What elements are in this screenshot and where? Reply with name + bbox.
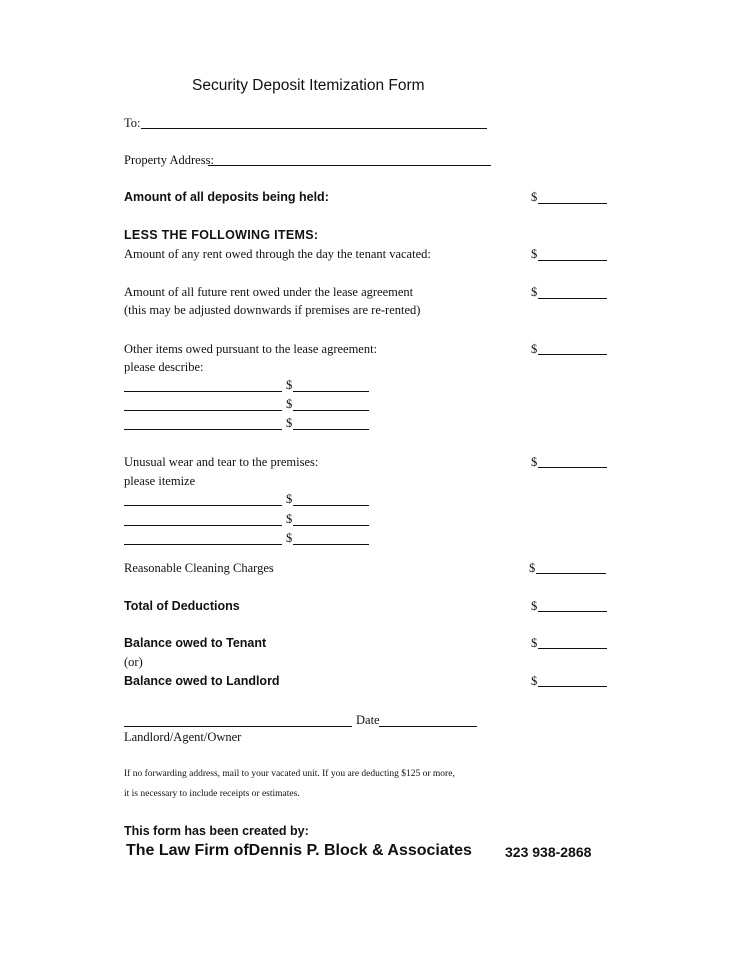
itemize-amount-1[interactable]	[293, 505, 369, 506]
itemize-dollar-2: $	[286, 512, 293, 526]
form-title: Security Deposit Itemization Form	[192, 77, 425, 94]
balance-tenant-dollar: $	[531, 636, 538, 650]
note-line-1: If no forwarding address, mail to your vacated unit. If you are deducting $125 or more,	[124, 769, 455, 779]
role-label: Landlord/Agent/Owner	[124, 730, 242, 744]
deposits-held-dollar: $	[531, 190, 538, 204]
cleaning-label: Reasonable Cleaning Charges	[124, 561, 274, 575]
cleaning-field[interactable]	[536, 573, 606, 574]
future-rent-dollar: $	[531, 285, 538, 299]
wear-tear-label: Unusual wear and tear to the premises:	[124, 455, 319, 469]
note-line-2: it is necessary to include receipts or estimates.	[124, 789, 300, 799]
please-itemize-label: please itemize	[124, 474, 196, 488]
future-rent-note: (this may be adjusted downwards if premises are re-rented)	[124, 303, 421, 317]
describe-amount-1[interactable]	[293, 391, 369, 392]
or-label: (or)	[124, 655, 143, 669]
itemize-line-1[interactable]	[124, 505, 282, 506]
total-dollar: $	[531, 599, 538, 613]
other-items-label: Other items owed pursuant to the lease agreement:	[124, 342, 378, 356]
other-items-dollar: $	[531, 342, 538, 356]
to-label: To:	[124, 116, 141, 130]
other-items-field[interactable]	[538, 354, 607, 355]
itemize-line-2[interactable]	[124, 525, 282, 526]
itemize-dollar-3: $	[286, 531, 293, 545]
future-rent-label: Amount of all future rent owed under the lease agreement	[124, 285, 414, 299]
please-describe-label: please describe:	[124, 360, 204, 374]
balance-tenant-label: Balance owed to Tenant	[124, 636, 267, 650]
wear-tear-dollar: $	[531, 455, 538, 469]
balance-landlord-dollar: $	[531, 674, 538, 688]
total-field[interactable]	[538, 611, 607, 612]
date-label: Date	[356, 713, 380, 727]
rent-owed-field[interactable]	[538, 260, 607, 261]
firm-name: The Law Firm ofDennis P. Block & Associates	[126, 842, 472, 859]
property-address-label: Property Address:	[124, 153, 214, 167]
firm-phone: 323 938-2868	[505, 844, 592, 860]
cleaning-dollar: $	[529, 561, 536, 575]
describe-dollar-1: $	[286, 378, 293, 392]
describe-line-1[interactable]	[124, 391, 282, 392]
describe-dollar-2: $	[286, 397, 293, 411]
describe-line-3[interactable]	[124, 429, 282, 430]
deposits-held-label: Amount of all deposits being held:	[124, 190, 329, 204]
balance-landlord-label: Balance owed to Landlord	[124, 674, 280, 688]
describe-amount-3[interactable]	[293, 429, 369, 430]
itemize-line-3[interactable]	[124, 544, 282, 545]
describe-dollar-3: $	[286, 416, 293, 430]
future-rent-field[interactable]	[538, 298, 607, 299]
balance-tenant-field[interactable]	[538, 648, 607, 649]
signature-field[interactable]	[124, 726, 352, 727]
itemize-dollar-1: $	[286, 492, 293, 506]
itemize-amount-3[interactable]	[293, 544, 369, 545]
itemize-amount-2[interactable]	[293, 525, 369, 526]
wear-tear-field[interactable]	[538, 467, 607, 468]
created-by-label: This form has been created by:	[124, 824, 309, 838]
deposits-held-field[interactable]	[538, 203, 607, 204]
rent-owed-label: Amount of any rent owed through the day the tenant vacated:	[124, 247, 431, 261]
property-address-field[interactable]	[208, 165, 491, 166]
total-label: Total of Deductions	[124, 599, 240, 613]
describe-line-2[interactable]	[124, 410, 282, 411]
to-field[interactable]	[141, 128, 487, 129]
rent-owed-dollar: $	[531, 247, 538, 261]
date-field[interactable]	[379, 726, 477, 727]
describe-amount-2[interactable]	[293, 410, 369, 411]
balance-landlord-field[interactable]	[538, 686, 607, 687]
less-items-heading: LESS THE FOLLOWING ITEMS:	[124, 228, 319, 242]
